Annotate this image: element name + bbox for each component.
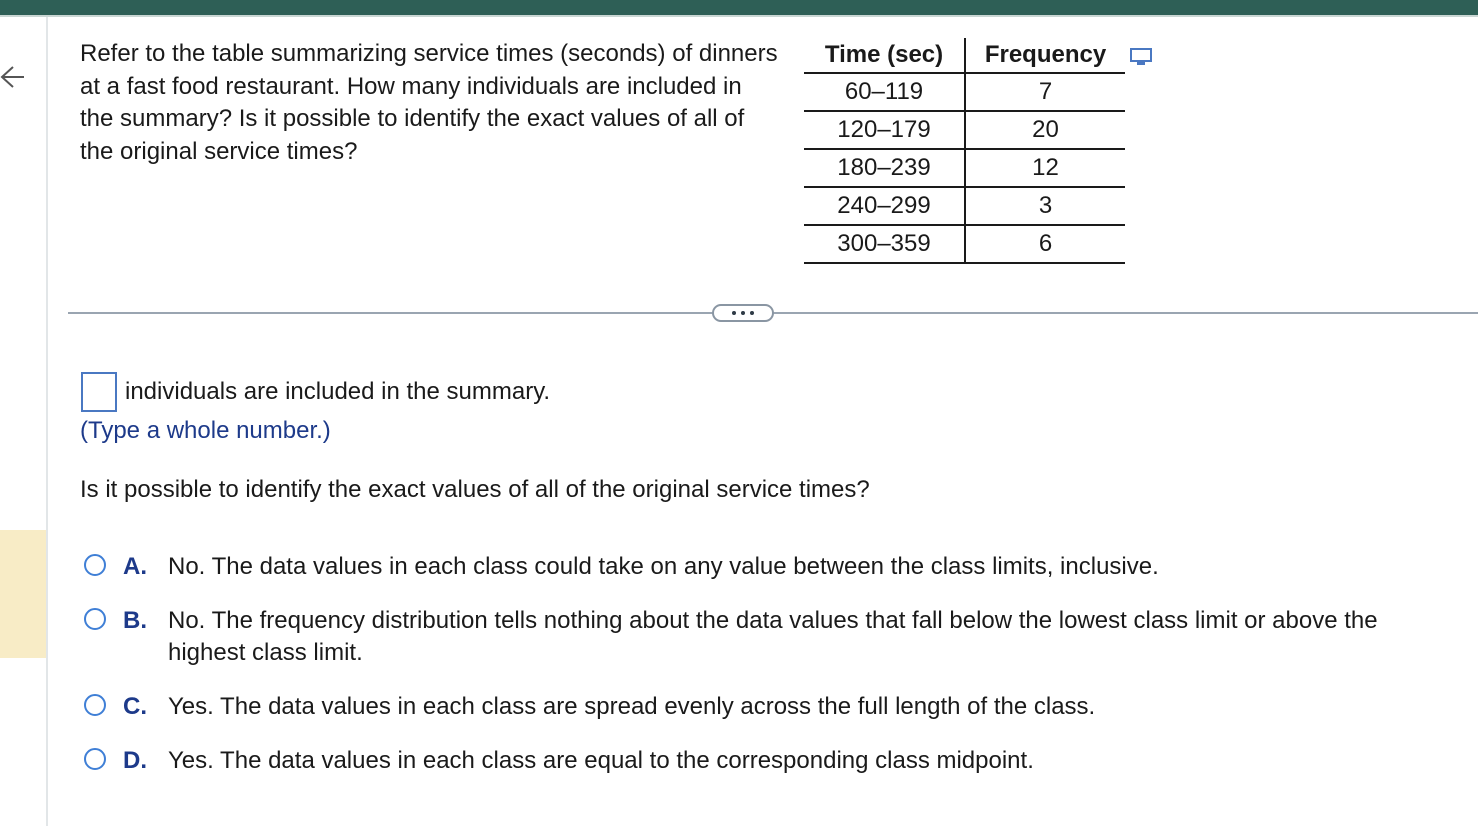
- question2-text: Is it possible to identify the exact values of all of the original service times?: [80, 476, 870, 503]
- option-d[interactable]: [84, 745, 1464, 777]
- sidebar-divider: [46, 17, 48, 826]
- table-row: [804, 225, 1125, 263]
- option-letter: D.: [123, 747, 147, 774]
- arrow-left-icon[interactable]: [0, 62, 28, 92]
- table-row: [804, 111, 1125, 149]
- sidebar-highlight: [0, 530, 46, 658]
- option-a[interactable]: [84, 551, 1464, 583]
- more-dot: [741, 311, 745, 315]
- option-letter: A.: [123, 553, 147, 580]
- cell-frequency: 7: [965, 73, 1125, 111]
- popout-icon[interactable]: [1128, 46, 1156, 68]
- option-letter: B.: [123, 607, 147, 634]
- header-time: Time (sec): [804, 38, 965, 73]
- cell-frequency: 6: [965, 225, 1125, 263]
- radio-button[interactable]: [84, 554, 106, 576]
- radio-button[interactable]: [84, 694, 106, 716]
- option-letter: C.: [123, 693, 147, 720]
- cell-frequency: 20: [965, 111, 1125, 149]
- radio-button[interactable]: [84, 748, 106, 770]
- cell-time: 240–299: [804, 187, 965, 225]
- header-frequency: Frequency: [965, 38, 1125, 73]
- answer-hint: (Type a whole number.): [80, 417, 331, 444]
- table-row: [804, 149, 1125, 187]
- cell-frequency: 12: [965, 149, 1125, 187]
- option-text: Yes. The data values in each class are equal to the corresponding class midpoint.: [168, 747, 1034, 774]
- answer-suffix: individuals are included in the summary.: [125, 378, 551, 405]
- frequency-table: [804, 38, 1125, 264]
- table-header-row: [804, 38, 1125, 73]
- top-bar: [0, 0, 1478, 15]
- radio-button[interactable]: [84, 608, 106, 630]
- more-dot: [750, 311, 754, 315]
- cell-time: 300–359: [804, 225, 965, 263]
- more-button[interactable]: [712, 304, 774, 322]
- option-text: No. The data values in each class could take on any value between the class limits, inclusive.: [168, 553, 1159, 580]
- option-c[interactable]: [84, 691, 1464, 723]
- option-text: Yes. The data values in each class are spread evenly across the full length of the class.: [168, 693, 1096, 720]
- option-text: No. The frequency distribution tells nothing about the data values that fall below the lowest class limit or above the highest class limit.: [168, 607, 1378, 666]
- cell-time: 180–239: [804, 149, 965, 187]
- cell-time: 120–179: [804, 111, 965, 149]
- table-row: [804, 187, 1125, 225]
- question-text: Refer to the table summarizing service times (seconds) of dinners at a fast food restaurant. How many individuals are included in the summary? Is it possible to identify the exact values of all of the original service times?: [80, 40, 778, 165]
- more-dots-icon: [732, 311, 736, 315]
- answer-input[interactable]: [81, 372, 117, 412]
- cell-time: 60–119: [804, 73, 965, 111]
- top-bar-divider: [0, 15, 1478, 17]
- cell-frequency: 3: [965, 187, 1125, 225]
- option-b[interactable]: [84, 605, 1464, 669]
- table-row: [804, 73, 1125, 111]
